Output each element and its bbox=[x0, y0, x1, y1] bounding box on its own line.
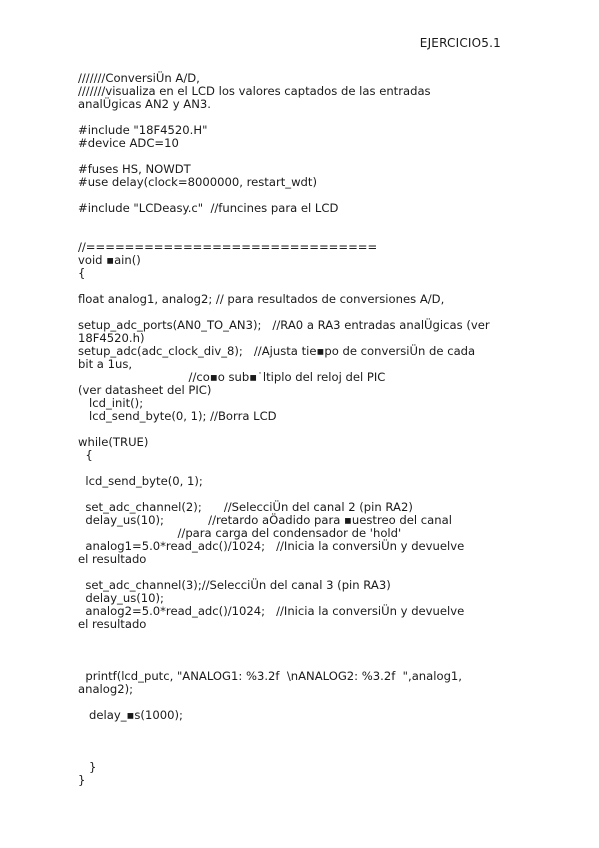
code-line bbox=[78, 644, 528, 657]
code-line bbox=[78, 748, 528, 761]
code-line: //============================== bbox=[78, 240, 378, 254]
code-line: delay_▪s(1000); bbox=[78, 708, 183, 722]
code-line bbox=[78, 735, 528, 748]
code-line: { bbox=[78, 448, 93, 462]
code-line: } bbox=[78, 760, 97, 774]
code-line: #fuses HS, NOWDT bbox=[78, 162, 191, 176]
code-line: //co▪o sub▪˙ltiplo del reloj del PIC bbox=[78, 370, 386, 384]
code-line: setup_adc_ports(AN0_TO_AN3); //RA0 a RA3 entradas analÜgicas (ver bbox=[78, 318, 490, 332]
code-line: el resultado bbox=[78, 617, 147, 631]
code-line: ///////visualiza en el LCD los valores captados de las entradas bbox=[78, 84, 431, 98]
code-line: 18F4520.h) bbox=[78, 331, 145, 345]
code-line: el resultado bbox=[78, 552, 147, 566]
code-line: } bbox=[78, 773, 86, 787]
code-line: #include "18F4520.H" bbox=[78, 123, 208, 137]
code-line: analog2=5.0*read_adc()/1024; //Inicia la conversiÜn y devuelve bbox=[78, 604, 465, 618]
code-line: ///////ConversiÜn A/D, bbox=[78, 71, 200, 85]
code-line: void ▪ain() bbox=[78, 253, 141, 267]
code-line: #device ADC=10 bbox=[78, 136, 179, 150]
code-line: #use delay(clock=8000000, restart_wdt) bbox=[78, 175, 317, 189]
code-line: #include "LCDeasy.c" //funcines para el LCD bbox=[78, 201, 339, 215]
code-line: set_adc_channel(2); //SelecciÜn del canal 2 (pin RA2) bbox=[78, 500, 413, 514]
code-line: { bbox=[78, 266, 86, 280]
code-line: analÜgicas AN2 y AN3. bbox=[78, 97, 211, 111]
code-line: bit a 1us, bbox=[78, 357, 133, 371]
code-line bbox=[78, 722, 528, 735]
code-line: lcd_send_byte(0, 1); bbox=[78, 474, 203, 488]
code-line: float analog1, analog2; // para resultados de conversiones A/D, bbox=[78, 292, 445, 306]
source-code-listing bbox=[78, 72, 528, 787]
code-line: while(TRUE) bbox=[78, 435, 149, 449]
code-line: delay_us(10); //retardo aÖadido para ▪uestreo del canal bbox=[78, 513, 452, 527]
code-line: //para carga del condensador de 'hold' bbox=[78, 526, 402, 540]
code-line: analog2); bbox=[78, 682, 134, 696]
code-line: set_adc_channel(3);//SelecciÜn del canal 3 (pin RA3) bbox=[78, 578, 391, 592]
code-line bbox=[78, 215, 528, 228]
code-line: analog1=5.0*read_adc()/1024; //Inicia la conversiÜn y devuelve bbox=[78, 539, 465, 553]
code-line: lcd_send_byte(0, 1); //Borra LCD bbox=[78, 409, 277, 423]
page-header-title: EJERCICIO5.1 bbox=[419, 36, 501, 50]
code-line: (ver datasheet del PIC) bbox=[78, 383, 212, 397]
code-line bbox=[78, 631, 528, 644]
code-line: delay_us(10); bbox=[78, 591, 164, 605]
code-line: lcd_init(); bbox=[78, 396, 144, 410]
code-line: setup_adc(adc_clock_div_8); //Ajusta tie▪po de conversiÜn de cada bbox=[78, 344, 476, 358]
code-line: printf(lcd_putc, "ANALOG1: %3.2f \nANALOG2: %3.2f ",analog1, bbox=[78, 669, 462, 683]
